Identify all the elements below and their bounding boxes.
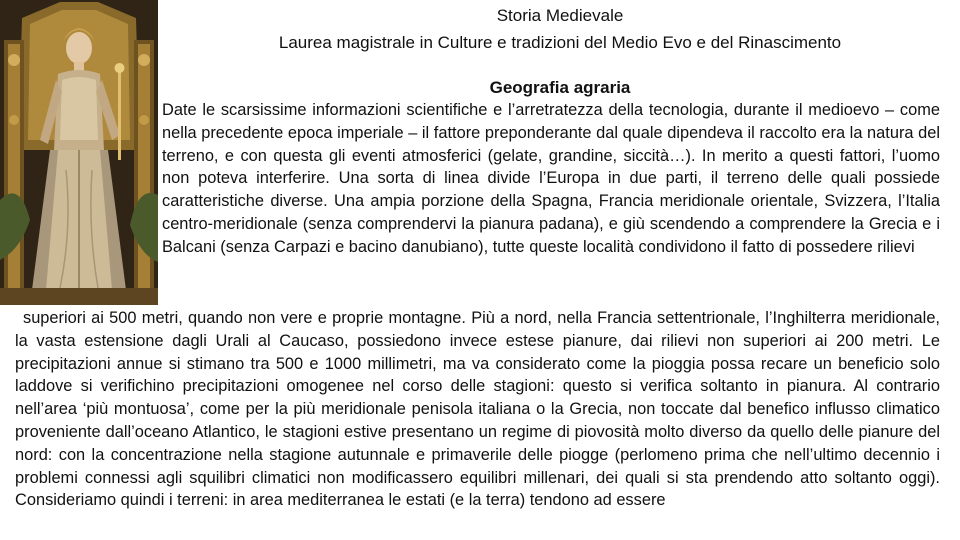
- section-title: Geografia agraria: [489, 78, 631, 97]
- degree-title: Laurea magistrale in Culture e tradizioni del Medio Evo e del Rinascimento: [278, 33, 842, 52]
- body-paragraph-1: Date le scarsissime informazioni scientifiche e l’arretratezza della tecnologia, durante il medioevo – come nella precedente epoca imperiale – il fattore preponderante dal quale dipendeva il raccolto era la natura del terreno, e con questa gli eventi atmosferici (gelate, grandine, siccità…). In merito a questi fattori, l’uomo non poteva interferire. Una sorta di linea divide l’Europa in due parti, il terreno delle quali possiede caratteristiche diverse. Una ampia porzione della Spagna, Francia meridionale orientale, Svizzera, l’Italia centro-meridionale (senza comprendervi la pianura padana), e giù scendendo a comprendere la Grecia e i Balcani (senza Carpazi e bacino danubiano), tutte queste località condividono il fatto di possedere rilievi: [162, 101, 940, 256]
- body-paragraph-2: superiori ai 500 metri, quando non vere e proprie montagne. Più a nord, nella Francia settentrionale, l’Inghilterra meridionale, la vasta estensione dagli Urali al Caucaso, possiedono invece estese pianure, dai rilievi non superiori ai 200 metri. Le precipitazioni annue si stimano tra 500 e 1000 millimetri, ma va considerato come la pioggia possa recare un beneficio solo laddove si verifichino precipitazioni omogenee nel corso delle stagioni: questo si verifica soltanto in pianura. Al contrario nell’area ‘più montuosa’, come per la più meridionale penisola italiana o la Grecia, non toccate dal benefico influsso climatico proveniente dall’oceano Atlantico, le stagioni estive presentano un regime di piovosità molto diverso da quello delle pianure del nord: con la concentrazione nella stagione autunnale e primaverile delle piogge (perlomeno prima che nell’ultimo decennio i problemi connessi agli squilibri climatici non modificassero equilibri millenari, dei quali si sta prendendo atto soltanto oggi). Consideriamo quindi i terreni: in area mediterranea le estati (e la terra) tendono ad essere: [15, 309, 940, 510]
- course-title: Storia Medievale: [496, 6, 624, 25]
- enthroned-figure-painting: [0, 0, 158, 305]
